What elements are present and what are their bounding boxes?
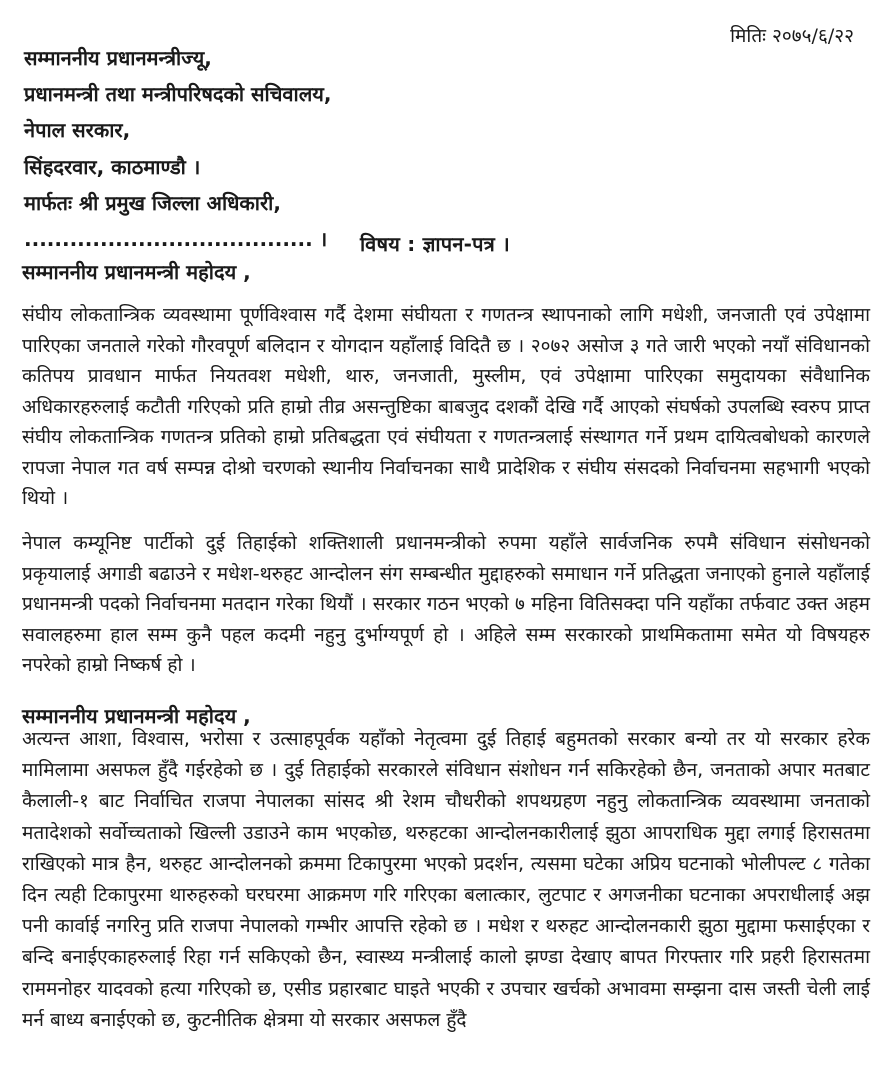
recipient-line: ...................................... ।: [24, 227, 328, 252]
recipient-line: सम्माननीय प्रधानमन्त्रीज्यू,: [24, 46, 212, 70]
recipient-line: मार्फतः श्री प्रमुख जिल्ला अधिकारी,: [24, 190, 281, 215]
salutation: सम्माननीय प्रधानमन्त्री महोदय ,: [22, 260, 251, 284]
body-paragraph: संघीय लोकतान्त्रिक व्यवस्थामा पूर्णविश्वास गर्दै देशमा संघीयता र गणतन्त्र स्थापनाको लागि मधेशी, जनजाती एवं उपेक्षामा पारिएका जनताले गरेको गौरवपूर्ण बलिदान र योगदान यहाँलाई विदितै छ । २०७२ असोज ३ गते जारी भएको नयाँ संविधानको कतिपय प्रावधान मार्फत नियतवश मधेशी, थारु, जनजाती, मुस्लीम, एवं उपेक्षामा पारिएका समुदायका संवैधानिक अधिकारहरुलाई कटौती गरिएको प्रति हाम्रो तीव्र असन्तुष्टिका बाबजुद दशकौं देखि गर्दै आएको संघर्षको उपलब्धि स्वरुप प्राप्त संघीय लोकतान्त्रिक गणतन्त्र प्रतिको हाम्रो प्रतिबद्धता एवं संघीयता र गणतन्त्रलाई संस्थागत गर्ने प्रथम दायित्वबोधको कारणले रापजा नेपाल गत वर्ष सम्पन्न दोश्रो चरणको स्थानीय निर्वाचनका साथै प्रादेशिक र संघीय संसदको निर्वाचनमा सहभागी भएको थियो ।: [22, 304, 870, 509]
recipient-line: प्रधानमन्त्री तथा मन्त्रीपरिषदको सचिवालय,: [24, 82, 332, 107]
body-paragraph: नेपाल कम्यूनिष्ट पार्टीको दुई तिहाईको शक्तिशाली प्रधानमन्त्रीको रुपमा यहाँले सार्वजनिक रुपमै संविधान संसोधनको प्रकृयालाई अगाडी बढाउने र मधेश-थरुहट आन्दोलन संग सम्बन्धीत मुद्दाहरुको समाधान गर्ने प्रतिद्धता जनाएको हुनाले यहाँलाई प्रधानमन्त्री पदको निर्वाचनमा मतदान गरेका थियौं । सरकार गठन भएको ७ महिना वितिसक्दा पनि यहाँका तर्फवाट उक्त अहम सवालहरुमा हाल सम्म कुनै पहल कदमी नहुनु दुर्भाग्यपूर्ण हो । अहिले सम्म सरकारको प्राथमिकतामा समेत यो विषयहरु नपरेको हाम्रो निष्कर्ष हो ।: [22, 532, 870, 676]
salutation: सम्माननीय प्रधानमन्त्री महोदय ,: [22, 704, 251, 728]
letter-subject: विषय : ज्ञापन-पत्र ।: [360, 232, 510, 256]
recipient-line: नेपाल सरकार,: [24, 118, 131, 143]
body-paragraph: अत्यन्त आशा, विश्वास, भरोसा र उत्साहपूर्वक यहाँको नेतृत्वमा दुई तिहाई बहुमतको सरकार बन्यो तर यो सरकार हरेक मामिलामा असफल हुँदै गईरहेको छ । दुई तिहाईको सरकारले संविधान संशोधन गर्न सकिरहेको छैन, जनताको अपार मतबाट कैलाली-१ बाट निर्वाचित राजपा नेपालका सांसद श्री रेशम चौधरीको शपथग्रहण नहुनु लोकतान्त्रिक व्यवस्थामा जनताको मतादेशको सर्वोच्चताको खिल्ली उडाउने काम भएकोछ, थरुहटका आन्दोलनकारीलाई झुठा आपराधिक मुद्दा लगाई हिरासतमा राखिएको मात्र हैन, थरुहट आन्दोलनको क्रममा टिकापुरमा भएको प्रदर्शन, त्यसमा घटेका अप्रिय घटनाको भोलीपल्ट ८ गतेका दिन त्यही टिकापुरमा थारुहरुको घरघरमा आक्रमण गरि गरिएका बलात्कार, लुटपाट र अगजनीका घटनाका अपराधीलाई अझ पनी कार्वाई नगरिनु प्रति राजपा नेपालको गम्भीर आपत्ति रहेको छ । मधेश र थरुहट आन्दोलनकारी झुठा मुद्दामा फसाईएका र बन्दि बनाईएकाहरुलाई रिहा गर्न सकिएको छैन, स्वास्थ्य मन्त्रीलाई कालो झण्डा देखाए बापत गिरफ्तार गरि प्रहरी हिरासतमा राममनोहर यादवको हत्या गरिएको छ, एसीड प्रहारबाट घाइते भएकी र उपचार खर्चको अभावमा सम्झना दास जस्ती चेली लाई मर्न बाध्य बनाईएको छ, कुटनीतिक क्षेत्रमा यो सरकार असफल हुँदै: [22, 728, 870, 1031]
recipient-address: [24, 40, 331, 257]
letter-date: मितिः २०७५/६/२२: [730, 25, 854, 47]
recipient-line: सिंहदरवार, काठमाण्डौ ।: [24, 154, 201, 179]
